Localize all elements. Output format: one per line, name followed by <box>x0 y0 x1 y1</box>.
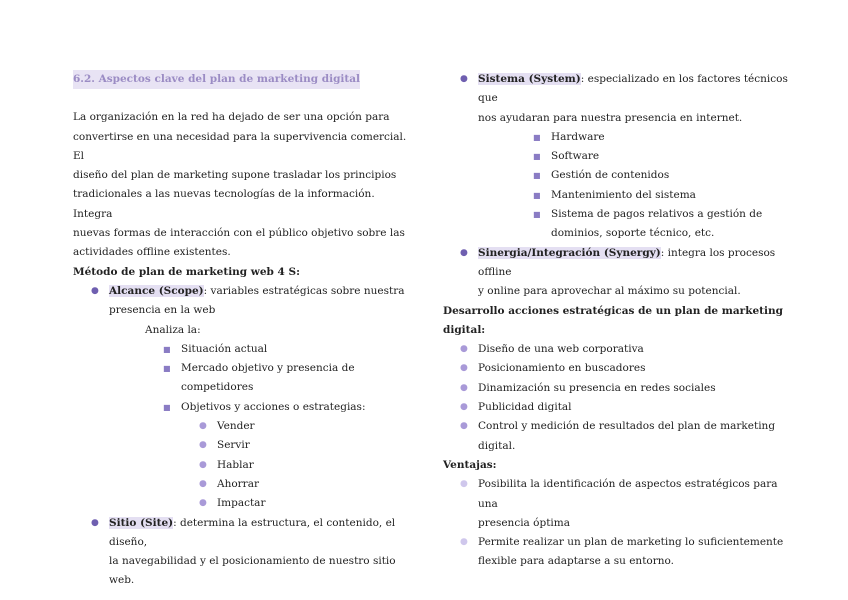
intro-line: diseño del plan de marketing supone trasladar los principios <box>73 169 397 182</box>
bullet-dot-icon: ● <box>460 344 468 355</box>
analiza-label: Analiza la: <box>145 323 201 336</box>
sistema-text-cont: nos ayudaran para nuestra presencia en internet. <box>478 111 743 124</box>
intro-line: nuevas formas de interacción con el público objetivo sobre las <box>73 227 405 240</box>
list-item <box>73 359 413 398</box>
bullet-dot-icon: ● <box>460 537 468 548</box>
bullet-square-icon: ■ <box>533 171 541 181</box>
list-item <box>443 417 788 456</box>
list-item <box>443 359 788 378</box>
bullet-dot-icon: ● <box>460 479 468 490</box>
list-item-text: Situación actual <box>181 342 268 355</box>
list-item-text: Dinamización su presencia en redes sociales <box>478 381 716 394</box>
bullet-dot-icon: ● <box>460 421 468 432</box>
list-item <box>443 340 788 359</box>
intro-line: actividades offline existentes. <box>73 246 231 259</box>
list-item-text: dominios, soporte técnico, etc. <box>551 227 715 240</box>
bullet-dot-icon: ● <box>460 247 468 258</box>
bullet-dot-icon: ● <box>199 498 207 509</box>
sitio-label: Sitio (Site) <box>109 516 174 529</box>
bullet-square-icon: ■ <box>533 152 541 162</box>
sinergia-text-cont: y online para aprovechar al máximo su potencial. <box>478 285 741 298</box>
list-item-text: Posicionamiento en buscadores <box>478 362 646 375</box>
list-item-text: Objetivos y acciones o estrategias: <box>181 400 366 413</box>
list-item-text: flexible para adaptarse a su entorno. <box>478 555 674 568</box>
list-item <box>443 128 788 147</box>
strategy-item <box>73 456 413 475</box>
intro-paragraph <box>73 108 413 262</box>
strategy-text: Ahorrar <box>217 477 259 490</box>
list-item <box>443 147 788 166</box>
list-item <box>443 475 788 533</box>
strategy-text: Servir <box>217 439 250 452</box>
list-item-text: Publicidad digital <box>478 401 572 414</box>
intro-line: convertirse en una necesidad para la supervivencia comercial. El <box>73 130 407 162</box>
list-item <box>443 379 788 398</box>
bullet-dot-icon: ● <box>199 459 207 470</box>
bullet-dot-icon: ● <box>199 421 207 432</box>
desarrollo-title: Desarrollo acciones estratégicas de un plan de marketing digital: <box>443 304 783 336</box>
list-item <box>73 398 413 417</box>
bullet-dot-icon: ● <box>460 402 468 413</box>
list-item-text: Permite realizar un plan de marketing lo suficientemente <box>478 536 784 549</box>
sistema-label: Sistema (System) <box>478 73 581 85</box>
list-item-sinergia <box>443 244 788 302</box>
list-item <box>443 533 788 572</box>
bullet-dot-icon: ● <box>91 285 99 296</box>
list-item <box>73 340 413 359</box>
list-item-text: Mercado objetivo y presencia de <box>181 362 355 375</box>
strategy-text: Impactar <box>217 497 266 510</box>
list-item-text: Control y medición de resultados del plan de marketing <box>478 420 776 433</box>
list-item-text: Posibilita la identificación de aspectos estratégicos para una <box>478 478 778 510</box>
bullet-square-icon: ■ <box>163 364 171 374</box>
bullet-square-icon: ■ <box>533 210 541 220</box>
list-item <box>443 205 788 244</box>
sistema-text: : especializado en los factores técnicos que <box>478 73 788 105</box>
bullet-dot-icon: ● <box>199 478 207 489</box>
list-item <box>443 186 788 205</box>
strategy-item <box>73 494 413 513</box>
list-item-text: Hardware <box>551 130 605 143</box>
sitio-text-cont: la navegabilidad y el posicionamiento de nuestro sitio web. <box>109 555 396 587</box>
intro-line: La organización en la red ha dejado de ser una opción para <box>73 111 390 124</box>
list-item <box>443 398 788 417</box>
list-item-sistema <box>443 70 788 128</box>
list-item-text: digital. <box>478 439 516 452</box>
strategy-text: Vender <box>217 420 255 433</box>
bullet-square-icon: ■ <box>163 344 171 354</box>
alcance-text-cont: presencia en la web <box>109 304 216 317</box>
list-item-text: Mantenimiento del sistema <box>551 188 696 201</box>
list-item <box>443 166 788 185</box>
ventajas-title: Ventajas: <box>443 458 497 471</box>
list-item-text: Sistema de pagos relativos a gestión de <box>551 208 763 221</box>
bullet-square-icon: ■ <box>533 132 541 142</box>
sitio-text: : determina la estructura, el contenido, el diseño, <box>109 516 396 548</box>
list-item-text: presencia óptima <box>478 516 570 529</box>
bullet-dot-icon: ● <box>460 363 468 374</box>
bullet-square-icon: ■ <box>163 402 171 412</box>
list-item-text: Software <box>551 150 600 163</box>
bullet-dot-icon: ● <box>460 382 468 393</box>
strategy-item <box>73 417 413 436</box>
alcance-text: : variables estratégicas sobre nuestra <box>203 284 405 297</box>
list-item-text: competidores <box>181 381 254 394</box>
method-title: Método de plan de marketing web 4 S: <box>73 265 300 278</box>
bullet-dot-icon: ● <box>199 440 207 451</box>
alcance-label: Alcance (Scope) <box>109 284 204 297</box>
section-heading: 6.2. Aspectos clave del plan de marketing digital <box>73 70 360 89</box>
sinergia-text: : integra los procesos offline <box>478 246 776 278</box>
strategy-item <box>73 436 413 455</box>
bullet-dot-icon: ● <box>91 517 99 528</box>
intro-line: tradicionales a las nuevas tecnologías de la información. Integra <box>73 188 375 220</box>
list-item-alcance <box>73 282 413 321</box>
strategy-item <box>73 475 413 494</box>
left-column <box>73 70 413 591</box>
list-item-sitio <box>73 514 413 591</box>
right-column <box>443 70 788 572</box>
bullet-dot-icon: ● <box>460 74 468 84</box>
strategy-text: Hablar <box>217 458 254 471</box>
list-item-text: Gestión de contenidos <box>551 169 670 182</box>
bullet-square-icon: ■ <box>533 190 541 200</box>
list-item-text: Diseño de una web corporativa <box>478 343 644 356</box>
sinergia-label: Sinergia/Integración (Synergy) <box>478 246 661 259</box>
